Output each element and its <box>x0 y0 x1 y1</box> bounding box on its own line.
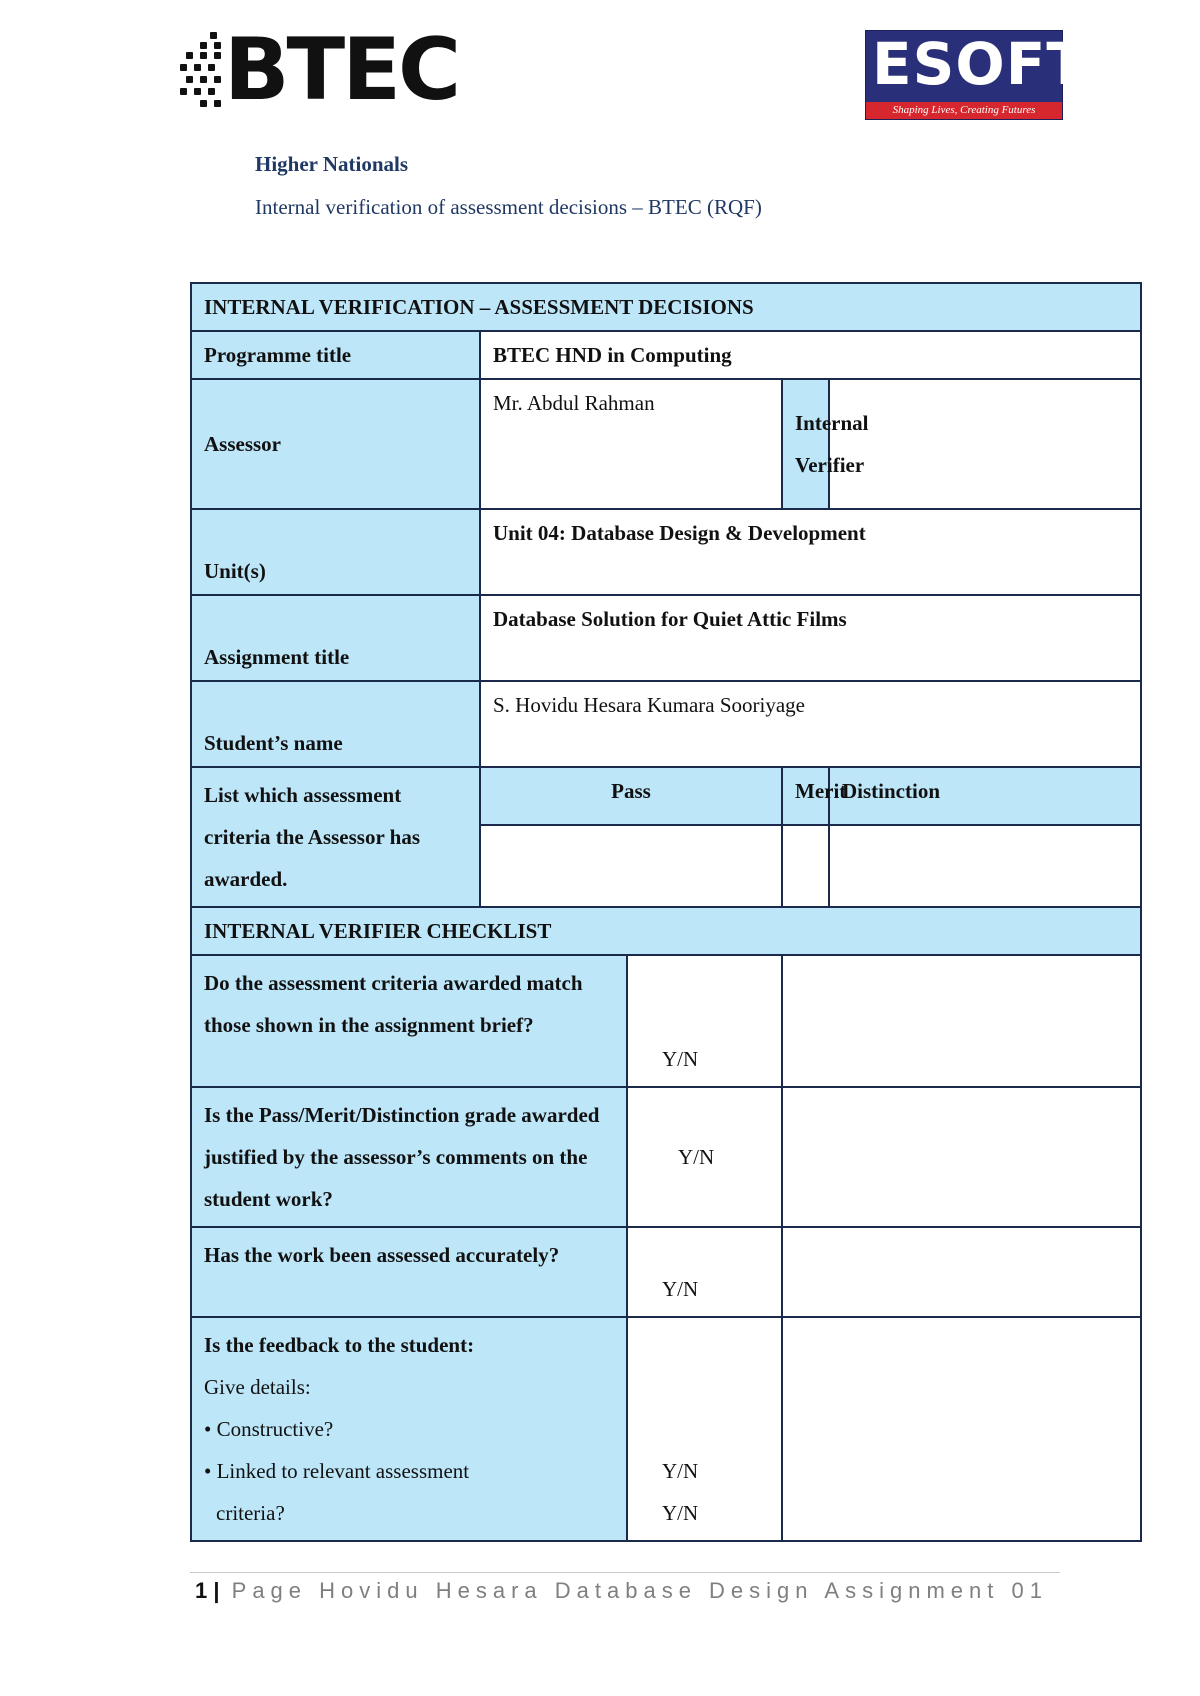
grade-pass: Pass <box>480 767 782 825</box>
checklist-q3-yn[interactable]: Y/N <box>627 1227 782 1317</box>
unit-value: Unit 04: Database Design & Development <box>480 509 1141 595</box>
page-number: 1 | <box>195 1578 220 1603</box>
assignment-label: Assignment title <box>191 595 480 681</box>
esoft-wordmark: ESOFT <box>872 30 1087 98</box>
checklist-q4-yn-constructive[interactable]: Y/N <box>662 1459 699 1483</box>
page-subtitle: Internal verification of assessment decisions – BTEC (RQF) <box>255 195 762 219</box>
checklist-q2-comment[interactable] <box>782 1087 1141 1227</box>
unit-label: Unit(s) <box>191 509 480 595</box>
checklist-q1-comment[interactable] <box>782 955 1141 1087</box>
programme-value: BTEC HND in Computing <box>480 331 1141 379</box>
checklist-q4-bullet-linked: • Linked to relevant assessment <box>204 1459 470 1483</box>
student-value: S. Hovidu Hesara Kumara Sooriyage <box>480 681 1141 767</box>
esoft-logo <box>865 30 1087 120</box>
checklist-q4-bullet-constructive: • Constructive? <box>204 1417 334 1441</box>
merit-criteria-cell[interactable] <box>782 825 829 907</box>
checklist-q4-yn-linked[interactable]: Y/N <box>662 1501 699 1525</box>
checklist-heading: INTERNAL VERIFIER CHECKLIST <box>191 907 1141 955</box>
checklist-q3: Has the work been assessed accurately? <box>191 1227 627 1317</box>
decisions-heading: INTERNAL VERIFICATION – ASSESSMENT DECISIONS <box>191 283 1141 331</box>
internal-verifier-label <box>782 379 869 509</box>
checklist-q1-yn[interactable]: Y/N <box>627 955 782 1087</box>
footer-divider <box>190 1572 1060 1573</box>
checklist-q3-comment[interactable] <box>782 1227 1141 1317</box>
programme-label: Programme title <box>191 331 480 379</box>
internal-verifier-label-line1: Internal <box>795 411 869 435</box>
checklist-q4-give-details: Give details: <box>204 1375 311 1399</box>
distinction-criteria-cell[interactable] <box>829 825 1141 907</box>
grade-distinction: Distinction <box>829 767 1141 825</box>
btec-logo <box>180 20 459 120</box>
criteria-label: List which assessment criteria the Assessor has awarded. <box>191 767 480 907</box>
internal-verifier-label-line2: Verifier <box>795 453 865 477</box>
checklist-q4-yn-group <box>627 1317 782 1541</box>
page-title: Higher Nationals <box>255 152 409 176</box>
checklist-q1: Do the assessment criteria awarded match those shown in the assignment brief? <box>191 955 627 1087</box>
checklist-q2: Is the Pass/Merit/Distinction grade awarded justified by the assessor’s comments on the student work? <box>191 1087 627 1227</box>
btec-wordmark: BTEC <box>224 20 459 120</box>
checklist-q4-comment[interactable] <box>782 1317 1141 1541</box>
checklist-q4-bullet-linked-cont: criteria? <box>216 1501 285 1525</box>
assessor-value: Mr. Abdul Rahman <box>480 379 782 509</box>
checklist-q4-title: Is the feedback to the student: <box>204 1333 475 1357</box>
verification-table <box>190 282 1142 1542</box>
assignment-value: Database Solution for Quiet Attic Films <box>480 595 1141 681</box>
checklist-q2-yn[interactable]: Y/N <box>627 1087 782 1227</box>
footer-text: Page Hovidu Hesara Database Design Assignment 01 <box>231 1578 1048 1603</box>
assessor-label: Assessor <box>191 379 480 509</box>
student-label: Student’s name <box>191 681 480 767</box>
checklist-q4 <box>191 1317 627 1541</box>
grade-merit: Merit <box>782 767 829 825</box>
internal-verifier-value[interactable] <box>829 379 1141 509</box>
esoft-tagline: Shaping Lives, Creating Futures <box>866 102 1062 119</box>
pass-criteria-cell[interactable] <box>480 825 782 907</box>
btec-dots-icon <box>180 32 230 112</box>
page-footer <box>195 1578 1048 1604</box>
